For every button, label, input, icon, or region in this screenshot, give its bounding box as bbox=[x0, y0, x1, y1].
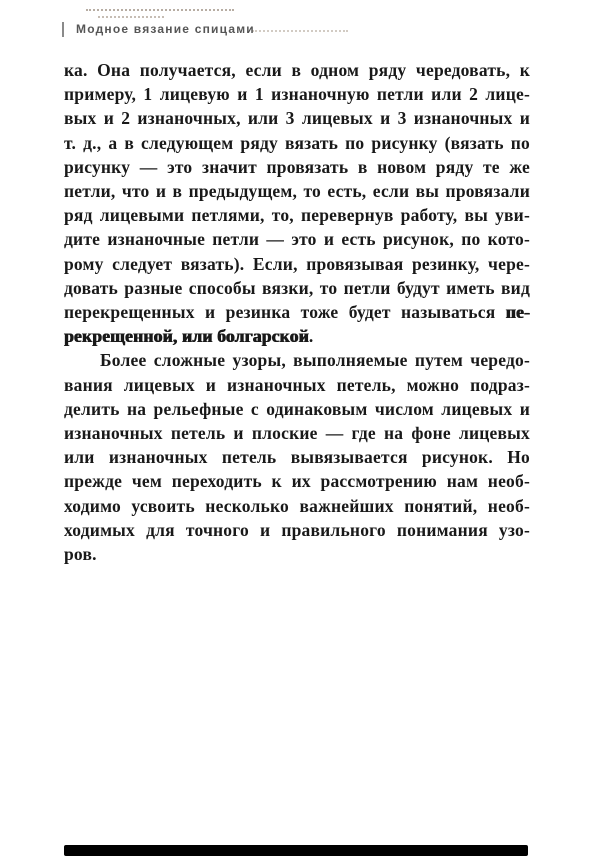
body-text: рому следует вязать). Если, провязывая резинку, чере- bbox=[64, 253, 530, 274]
body-text: примеру, 1 лицевую и 1 изнаночную петли или 2 лице- bbox=[64, 84, 530, 105]
text-line bbox=[64, 227, 530, 251]
text-line bbox=[64, 179, 530, 203]
body-text: довать разные способы вязки, то петли будут иметь вид bbox=[64, 277, 530, 298]
scan-noise-top-2 bbox=[98, 16, 164, 18]
text-line bbox=[64, 300, 530, 324]
body-text: Более сложные узоры, выполняемые путем чередо- bbox=[100, 350, 530, 371]
body-text: прежде чем переходить к их рассмотрению нам необ- bbox=[64, 471, 530, 492]
page-header bbox=[76, 22, 255, 36]
text-block bbox=[64, 58, 530, 566]
body-text: ходимых для точного и правильного понимания узо- bbox=[64, 519, 530, 540]
body-text: ров. bbox=[64, 544, 97, 565]
text-line bbox=[64, 397, 530, 421]
text-line bbox=[64, 421, 530, 445]
text-line bbox=[64, 324, 530, 348]
text-line bbox=[64, 82, 530, 106]
text-line bbox=[64, 469, 530, 493]
scan-noise-right-of-title bbox=[252, 30, 348, 32]
body-text: рисунку — это значит провязать в новом ряду те же bbox=[64, 156, 530, 177]
book-title: Модное вязание спицами bbox=[76, 22, 255, 36]
body-text: или изнаночных петель вывязывается рисунок. Но bbox=[64, 447, 530, 468]
scan-artifact-left-tick bbox=[62, 22, 64, 37]
body-text: делить на рельефные с одинаковым числом лицевых и bbox=[64, 398, 530, 419]
scan-noise-top bbox=[86, 9, 234, 11]
text-line bbox=[64, 106, 530, 130]
body-text: . bbox=[308, 326, 314, 347]
text-line bbox=[64, 155, 530, 179]
text-line bbox=[64, 203, 530, 227]
body-text: ряд лицевыми петлями, то, перевернув работу, вы уви- bbox=[64, 205, 530, 226]
body-text: петли, что и в предыдущем, то есть, если вы провязали bbox=[64, 181, 530, 202]
body-text: перекрещенных и резинка тоже будет называться bbox=[64, 302, 506, 323]
body-text: ка. Она получается, если в одном ряду чередовать, к bbox=[64, 60, 530, 80]
body-text: дите изнаночные петли — это и есть рисунок, по кото- bbox=[64, 229, 530, 250]
bottom-scan-bar bbox=[64, 845, 528, 856]
emphasized-text: пе- bbox=[505, 302, 530, 323]
body-text: вых и 2 изнаночных, или 3 лицевых и 3 изнаночных и bbox=[64, 108, 530, 129]
text-line bbox=[64, 445, 530, 469]
body-text: вания лицевых и изнаночных петель, можно подраз- bbox=[64, 374, 530, 395]
text-line bbox=[64, 373, 530, 397]
text-line bbox=[64, 348, 530, 372]
text-line bbox=[64, 58, 530, 82]
body-text: изнаночных петель и плоские — где на фоне лицевых bbox=[64, 423, 530, 444]
text-line bbox=[64, 518, 530, 542]
body-text: т. д., а в следующем ряду вязать по рисунку (вязать по bbox=[64, 132, 530, 153]
text-line bbox=[64, 494, 530, 518]
text-line bbox=[64, 252, 530, 276]
emphasized-text: рекрещенной, или болгарской bbox=[64, 326, 309, 347]
text-line bbox=[64, 131, 530, 155]
body-text: ходимо усвоить несколько важнейших понятий, необ- bbox=[64, 495, 530, 516]
text-line bbox=[64, 276, 530, 300]
text-line bbox=[64, 542, 530, 566]
